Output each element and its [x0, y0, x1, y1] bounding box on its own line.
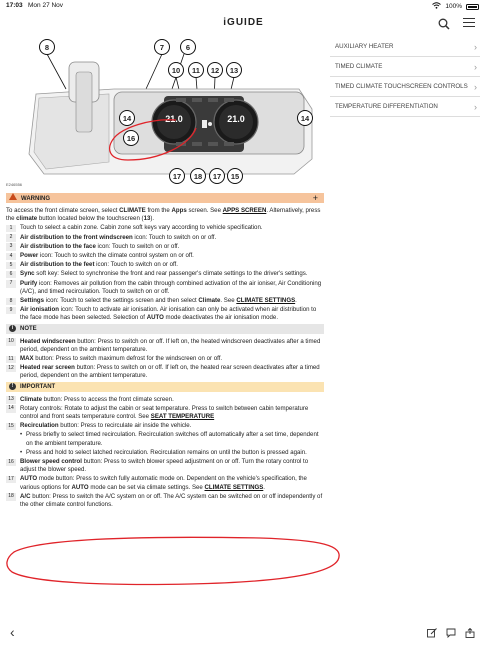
- list-item: 9 Air ionisation icon: Touch to activate air ionisation. Air ionisation can only be activated when air distribution to the face mode has been selected. Selection of AUTO mode deactivates the air ionisation mode.: [6, 306, 324, 322]
- items-list-b: [6, 338, 324, 381]
- status-bar: [0, 0, 487, 12]
- callout-14-left: 14: [119, 110, 135, 126]
- bottom-toolbar: [0, 618, 487, 646]
- list-item: 2 Air distribution to the front windscreen icon: Touch to switch on or off.: [6, 234, 324, 242]
- warning-bar[interactable]: [6, 193, 324, 203]
- console-illustration: [14, 34, 324, 186]
- chevron-right-icon: ›: [474, 101, 477, 112]
- right-temp-display: 21.0: [227, 114, 245, 124]
- app-title: iGUIDE: [223, 17, 264, 28]
- list-item: 16 Blower speed control button: Press to switch blower speed adjustment on or off. Turn the rotary control to adjust the blower speed.: [6, 458, 324, 474]
- warning-label: WARNING: [21, 195, 50, 202]
- expand-icon[interactable]: +: [312, 192, 318, 203]
- callout-14-right: 14: [297, 110, 313, 126]
- battery-percent: 100%: [445, 3, 462, 10]
- list-item: 10 Heated windscreen button: Press to switch on or off. If left on, the heated windscreen deactivates after a timed period, dependent on the ambient temperature.: [6, 338, 324, 354]
- seat-temperature-link[interactable]: SEAT TEMPERATURE: [150, 413, 215, 421]
- callout-6: 6: [180, 39, 196, 55]
- list-item: 6 Sync soft key: Select to synchronise the front and rear passenger's climate settings to the driver's settings.: [6, 270, 324, 278]
- bullet-item: • Press briefly to select timed recirculation. Recirculation switches off automatically after a set time, dependent on the ambient temperature.: [20, 431, 319, 447]
- callout-15: 15: [227, 168, 243, 184]
- callout-16: 16: [123, 130, 139, 146]
- comment-icon[interactable]: [446, 625, 456, 635]
- chevron-right-icon: ›: [474, 81, 477, 92]
- battery-icon: [466, 4, 479, 10]
- callout-8: 8: [39, 39, 55, 55]
- compose-icon[interactable]: [427, 625, 437, 635]
- climate-settings-link[interactable]: CLIMATE SETTINGS: [236, 297, 296, 305]
- list-item: 18 A/C button: Press to switch the A/C system on or off. The A/C system can be switched on or off independently of the other climate control functions.: [6, 493, 324, 509]
- related-timed-climate[interactable]: TIMED CLIMATE ›: [330, 57, 480, 77]
- climate-control-diagram: [14, 34, 324, 186]
- wifi-icon: [432, 2, 441, 11]
- related-timed-climate-touchscreen[interactable]: TIMED CLIMATE TOUCHSCREEN CONTROLS ›: [330, 77, 480, 97]
- chevron-right-icon: ›: [474, 41, 477, 52]
- related-auxiliary-heater[interactable]: AUXILIARY HEATER ›: [330, 37, 480, 57]
- list-item: 15 Recirculation button: Press to recirculate air inside the vehicle.: [6, 422, 324, 430]
- items-list-c: [6, 396, 324, 457]
- manual-content: [6, 193, 324, 510]
- note-bar[interactable]: i NOTE: [6, 324, 324, 334]
- bullet-item: • Press and hold to select latched recirculation. Recirculation remains on until the button is pressed again.: [20, 448, 307, 456]
- list-item: 7 Purify icon: Removes air pollution from the cabin through combined activation of the air ioniser, Air Conditioning (A/C), and timed recirculation. Touch to switch on or off.: [6, 280, 324, 296]
- apps-screen-link[interactable]: APPS SCREEN: [222, 207, 267, 214]
- list-item: 5 Air distribution to the feet icon: Touch to switch on or off.: [6, 261, 324, 269]
- list-item: 14 Rotary controls: Rotate to adjust the cabin or seat temperature. Press to switch between cabin temperature control and front seats temperature control. See SEAT TEMPERATURE: [6, 405, 324, 421]
- items-list-d: [6, 458, 324, 509]
- list-item: 8 Settings icon: Touch to select the settings screen and then select Climate. See CLIMATE SETTINGS.: [6, 297, 324, 305]
- alert-icon: !: [9, 383, 16, 390]
- callout-10: 10: [168, 62, 184, 78]
- back-icon[interactable]: ‹: [10, 624, 15, 640]
- callout-7: 7: [154, 39, 170, 55]
- callout-12: 12: [207, 62, 223, 78]
- items-list-a: [6, 224, 324, 322]
- left-temp-display: 21.0: [165, 114, 183, 124]
- image-id: E246556: [6, 182, 23, 187]
- callout-11: 11: [188, 62, 204, 78]
- status-time: 17:03: [6, 2, 23, 9]
- info-icon: i: [9, 325, 16, 332]
- status-right: [432, 2, 479, 11]
- search-icon[interactable]: [438, 17, 450, 29]
- list-item: 3 Air distribution to the face icon: Touch to switch on or off.: [6, 243, 324, 251]
- list-item: 11 MAX button: Press to switch maximum defrost for the windscreen on or off.: [6, 355, 324, 363]
- callout-18: 18: [190, 168, 206, 184]
- menu-icon[interactable]: [463, 18, 475, 28]
- list-item: 1 Touch to select a cabin zone. Cabin zone soft keys vary according to vehicle specification.: [6, 224, 324, 232]
- related-topics: [330, 37, 480, 117]
- status-date: Mon 27 Nov: [28, 2, 64, 9]
- list-item: 12 Heated rear screen button: Press to switch on or off. If left on, the heated rear screen deactivates after a timed period, dependent on the ambient temperature.: [6, 364, 324, 380]
- climate-settings-link-2[interactable]: CLIMATE SETTINGS: [204, 483, 264, 491]
- list-item: 4 Power icon: Touch to switch the climate control system on or off.: [6, 252, 324, 260]
- related-temperature-differentiation[interactable]: TEMPERATURE DIFFERENTIATION ›: [330, 97, 480, 117]
- toolbar-icons: [427, 625, 475, 635]
- chevron-right-icon: ›: [474, 61, 477, 72]
- callout-17-left: 17: [169, 168, 185, 184]
- intro-paragraph: To access the front climate screen, select CLIMATE from the Apps screen. See APPS SCREEN. Alternatively, press the climate button located below the touchscreen (13).: [6, 207, 321, 223]
- callout-17-right: 17: [209, 168, 225, 184]
- list-item: 17 AUTO mode button: Press to switch fully automatic mode on. Dependent on the vehicle's specification, the various options for AUTO mode can be set via climate settings. See CLIMATE SETTINGS.: [6, 475, 324, 491]
- callout-13: 13: [226, 62, 242, 78]
- list-item: 13 Climate button: Press to access the front climate screen.: [6, 396, 324, 404]
- warning-icon: [9, 193, 17, 200]
- important-bar[interactable]: ! IMPORTANT: [6, 382, 324, 392]
- share-icon[interactable]: [465, 625, 475, 635]
- nav-bar: [0, 12, 487, 34]
